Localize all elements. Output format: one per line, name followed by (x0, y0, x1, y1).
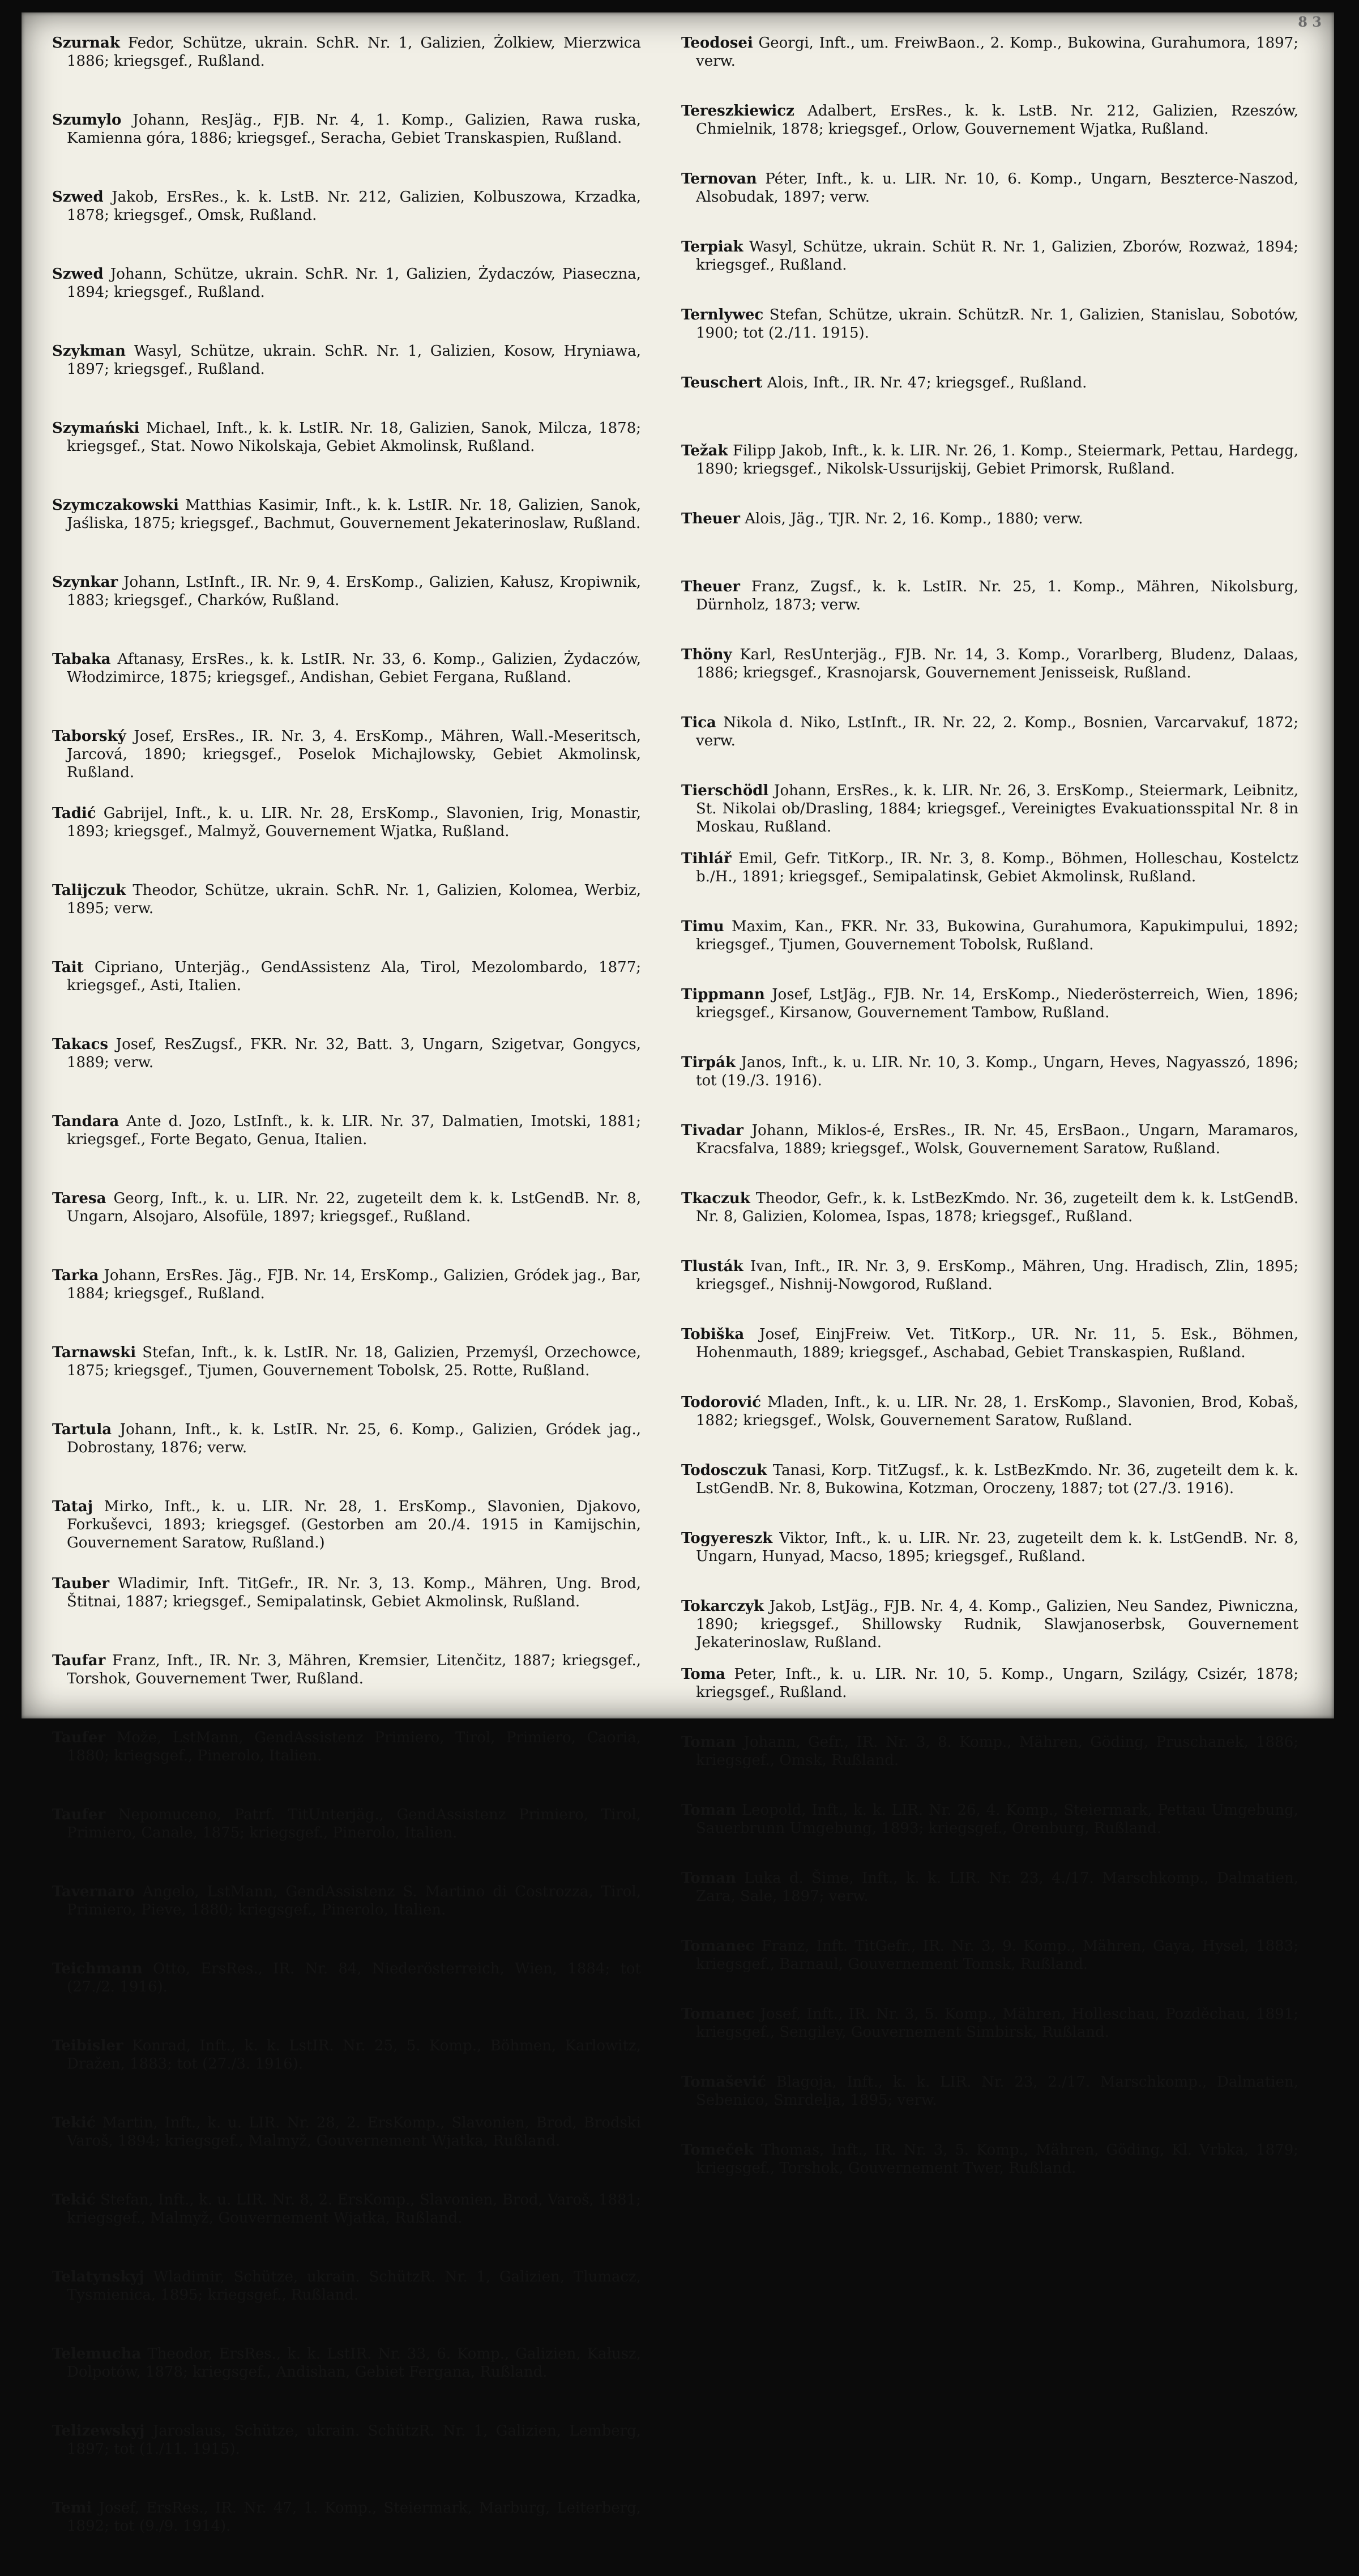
entry-surname: Tauber (52, 1575, 110, 1592)
register-entry (52, 1729, 641, 1806)
entry-surname: Tkaczuk (681, 1190, 750, 1207)
register-entry (52, 881, 641, 958)
entry-surname: Tadić (52, 805, 96, 822)
register-entry (681, 1257, 1298, 1325)
entry-surname: Tivadar (681, 1122, 743, 1139)
entry-surname: Teodosei (681, 35, 753, 52)
entry-details: Stefan, Schütze, ukrain. SchützR. Nr. 1, Galizien, Stanislau, Sobotów, 1900; tot (2./11. 1915). (696, 306, 1298, 342)
entry-surname: Tekić (52, 2191, 96, 2208)
entry-details: Péter, Inft., k. u. LIR. Nr. 10, 6. Komp., Ungarn, Beszterce-Naszod, Alsobudak, 1897; verw. (696, 170, 1298, 206)
entry-details: Josef, Inft., IR. Nr. 3, 5. Komp., Mähren, Holleschau, Pozděchau, 1891; kriegsgef., Sengiley, Gouvernement Simbirsk, Rußland. (696, 2006, 1299, 2041)
entry-details: Jakob, LstJäg., FJB. Nr. 4, 4. Komp., Galizien, Neu Sandez, Piwniczna, 1890; kriegsgef., Shillowsky Rudnik, Slawjanoserbsk, Gouvernement Jekaterinoslaw, Rußland. (696, 1598, 1298, 1651)
register-entry (681, 374, 1298, 442)
entry-surname: Telatynskyj (52, 2268, 144, 2285)
register-entry (681, 34, 1298, 102)
register-entry (681, 1461, 1298, 1529)
register-entry (681, 1937, 1298, 2005)
entry-details: Josef, EinjFreiw. Vet. TitKorp., UR. Nr. 11, 5. Esk., Böhmen, Hohenmauth, 1889; kriegsgef., Aschabad, Gebiet Transkaspien, Rußland. (696, 1326, 1298, 1361)
entry-surname: Tait (52, 959, 84, 976)
entry-surname: Tica (681, 714, 716, 731)
entry-surname: Teichmann (52, 1960, 143, 1977)
entry-details: Filipp Jakob, Inft., k. k. LIR. Nr. 26, 1. Komp., Steiermark, Pettau, Hardegg, 1890; kriegsgef., Nikolsk-Ussurijskij, Gebiet Primorsk, Rußland. (696, 442, 1298, 477)
entry-surname: Tekić (52, 2114, 96, 2131)
register-entry (681, 1529, 1298, 1597)
register-entry (52, 111, 641, 188)
register-entry (52, 1344, 641, 1421)
entry-details: Johann, ResJäg., FJB. Nr. 4, 1. Komp., Galizien, Rawa ruska, Kamienna góra, 1886; kriegsgef., Seracha, Gebiet Transkaspien, Rußland. (67, 112, 641, 147)
entry-details: Josef, ErsRes., IR. Nr. 47, 1. Komp., Steiermark, Marburg, Leiterberg, 1892; tot (9./9. 1914). (67, 2500, 641, 2535)
entry-surname: Timu (681, 918, 724, 935)
entry-surname: Terpiak (681, 238, 743, 255)
entry-details: Jakob, ErsRes., k. k. LstB. Nr. 212, Galizien, Kolbuszowa, Krzadka, 1878; kriegsgef., Omsk, Rußland. (67, 189, 641, 224)
entry-details: Emil, Gefr. TitKorp., IR. Nr. 3, 8. Komp., Böhmen, Holleschau, Kostelctz b./H., 1891; kriegsgef., Semipalatinsk, Gebiet Akmolinsk, Rußland. (696, 850, 1298, 885)
entry-surname: Tabaka (52, 651, 111, 668)
register-entry (52, 34, 641, 111)
page-corner-mark: 8 3 (1298, 14, 1322, 30)
entry-details: Johann, Gefr., IR. Nr. 3, 8. Komp., Mähren, Göding, Pruschanek, 1886; kriegsgef., Omsk, Rußland. (696, 1734, 1299, 1769)
left-column (52, 34, 641, 2576)
entry-surname: Taufer (52, 1729, 106, 1746)
entry-details: Georgi, Inft., um. FreiwBaon., 2. Komp., Bukowina, Gurahumora, 1897; verw. (696, 35, 1298, 70)
register-entry (52, 188, 641, 265)
entry-surname: Taufer (52, 1806, 106, 1823)
entry-surname: Tippmann (681, 986, 765, 1003)
entry-surname: Szurnak (52, 35, 120, 52)
entry-details: Alois, Inft., IR. Nr. 47; kriegsgef., Rußland. (767, 374, 1087, 391)
register-entry (52, 1960, 641, 2037)
entry-surname: Theuer (681, 578, 740, 595)
entry-details: Mladen, Inft., k. u. LIR. Nr. 28, 1. ErsKomp., Slavonien, Brod, Kobaš, 1882; kriegsgef., Wolsk, Gouvernement Saratow, Rußland. (696, 1394, 1299, 1429)
entry-details: Theodor, Gefr., k. k. LstBezKmdo. Nr. 36, zugeteilt dem k. k. LstGendB. Nr. 8, Galizien, Kolomea, Ispas, 1878; kriegsgef., Rußland. (696, 1190, 1299, 1225)
entry-surname: Telizewskyj (52, 2423, 145, 2439)
entry-details: Josef, ErsRes., IR. Nr. 3, 4. ErsKomp., Mähren, Wall.-Meseritsch, Jarcová, 1890; kriegsgef., Poselok Michajlowsky, Gebiet Akmolinsk, Rußland. (67, 728, 642, 781)
register-entry (52, 2499, 641, 2576)
entry-details: Ivan, Inft., IR. Nr. 3, 9. ErsKomp., Mähren, Ung. Hradisch, Zlin, 1895; kriegsgef., Nishnij-Nowgorod, Rußland. (696, 1258, 1299, 1293)
entry-details: Johann, Miklos-é, ErsRes., IR. Nr. 45, ErsBaon., Ungarn, Maramaros, Kracsfalva, 1889; kriegsgef., Wolsk, Gouvernement Saratow, Rußland. (696, 1122, 1298, 1157)
register-entry (681, 850, 1298, 918)
entry-surname: Tomanec (681, 2006, 755, 2023)
register-entry (52, 1189, 641, 1266)
entry-surname: Toman (681, 1802, 736, 1819)
register-entry (52, 2345, 641, 2422)
entry-details: Johann, ErsRes., k. k. LIR. Nr. 26, 3. ErsKomp., Steiermark, Leibnitz, St. Nikolai ob/Drasling, 1884; kriegsgef., Vereinigtes Evakuationsspital Nr. 8 in Moskau, Rußland. (696, 782, 1299, 835)
entry-surname: Tataj (52, 1498, 93, 1515)
entry-surname: Taresa (52, 1190, 106, 1207)
entry-surname: Tomašević (681, 2074, 767, 2091)
register-entry (681, 1121, 1298, 1189)
register-entry (52, 342, 641, 419)
register-entry (52, 804, 641, 881)
entry-details: Theodor, ErsRes., k. k. LstIR. Nr. 33, 6. Komp., Galizien, Kałusz, Dolpotów, 1878; kriegsgef., Andishan, Gebiet Fergana, Rußland. (67, 2345, 641, 2381)
register-entry (52, 573, 641, 650)
entry-details: Mirko, Inft., k. u. LIR. Nr. 28, 1. ErsKomp., Slavonien, Djakovo, Forkuševci, 1893; kriegsgef. (Gestorben am 20./4. 1915 in Kamijschin, Gouvernement Saratow, Rußland.) (67, 1498, 641, 1551)
entry-surname: Teibisler (52, 2037, 123, 2054)
register-entry (681, 1869, 1298, 1937)
entry-details: Ante d. Jozo, LstInft., k. k. LIR. Nr. 37, Dalmatien, Imotski, 1881; kriegsgef., Forte Begato, Genua, Italien. (67, 1113, 641, 1148)
register-entry (52, 1266, 641, 1344)
register-entry (681, 918, 1298, 986)
register-entry (52, 1421, 641, 1498)
entry-details: Angelo, LstMann, GendAssistenz S. Martino di Costrozza, Tirol, Primiero, Pieve, 1880; kriegsgef., Pinerolo, Italien. (67, 1883, 642, 1918)
entry-surname: Ternlywec (681, 306, 764, 323)
document-page (22, 12, 1334, 2535)
register-entry (52, 1112, 641, 1189)
entry-surname: Tihlář (681, 850, 732, 867)
register-entry (681, 1393, 1298, 1461)
entry-surname: Tlusták (681, 1258, 743, 1275)
entry-details: Jaroslaus, Schütze, ukrain. SchützR. Nr. 1, Galizien, Lemberg, 1897; tot (1./11. 1915). (67, 2423, 642, 2458)
entry-surname: Teuschert (681, 374, 763, 391)
register-entry (681, 782, 1298, 850)
entry-details: Luka d. Šime, Inft., k. k. LIR. Nr. 23, 4./17. Marschkomp., Dalmatien, Zara, Sale, 1897; verw. (696, 1870, 1298, 1905)
entry-details: Alois, Jäg., TJR. Nr. 2, 16. Komp., 1880; verw. (745, 510, 1083, 527)
register-entry (52, 958, 641, 1035)
register-entry (52, 2114, 641, 2191)
register-entry (52, 650, 641, 727)
entry-surname: Tokarczyk (681, 1598, 764, 1615)
entry-details: Thomas, Inft., IR. Nr. 3, 5. Komp., Mähren, Göding, Kl. Vrbka, 1879; kriegsgef., Torshok, Gouvernement Twer, Rußland. (696, 2142, 1298, 2177)
entry-surname: Todosczuk (681, 1462, 767, 1479)
register-entry (681, 442, 1298, 510)
register-entry (681, 2141, 1298, 2209)
entry-surname: Szumylo (52, 112, 122, 129)
register-entry (681, 2073, 1298, 2141)
entry-details: Janos, Inft., k. u. LIR. Nr. 10, 3. Komp., Ungarn, Heves, Nagyasszó, 1896; tot (19./3. 1916). (696, 1054, 1299, 1089)
entry-surname: Telemucha (52, 2345, 142, 2362)
entry-surname: Tomeček (681, 2142, 754, 2159)
entry-surname: Tobiška (681, 1326, 745, 1343)
entry-details: Stefan, Inft., k. u. LIR. Nr. 8, 2. ErsKomp., Slavonien, Brod, Varoš, 1881; kriegsgef., Malmyž, Gouvernement Wjatka, Rußland. (67, 2191, 642, 2227)
entry-details: Wasyl, Schütze, ukrain. SchR. Nr. 1, Galizien, Kosow, Hryniawa, 1897; kriegsgef., Rußland. (67, 343, 641, 378)
entry-surname: Tandara (52, 1113, 119, 1130)
register-entry (52, 2191, 641, 2268)
register-entry (52, 1575, 641, 1652)
entry-details: Matthias Kasimir, Inft., k. k. LstIR. Nr. 18, Galizien, Sanok, Jaśliska, 1875; kriegsgef., Bachmut, Gouvernement Jekaterinoslaw, Rußland. (67, 497, 642, 532)
entry-details: Peter, Inft., k. u. LIR. Nr. 10, 5. Komp., Ungarn, Szilágy, Csizér, 1878; kriegsgef., Rußland. (696, 1666, 1298, 1701)
register-entry (681, 1733, 1298, 1801)
entry-details: Wasyl, Schütze, ukrain. Schüt R. Nr. 1, Galizien, Zborów, Rozważ, 1894; kriegsgef., Rußland. (696, 238, 1299, 274)
entry-details: Otto, ErsRes., IR. Nr. 84, Niederösterreich, Wien, 1884; tot (27./2. 1916). (67, 1960, 641, 1995)
register-entry (681, 170, 1298, 238)
entry-surname: Todorović (681, 1394, 762, 1411)
entry-details: Aftanasy, ErsRes., k. k. LstIR. Nr. 33, 6. Komp., Galizien, Żydaczów, Włodzimirce, 1875; kriegsgef., Andishan, Gebiet Fergana, Rußland. (67, 651, 642, 686)
entry-details: Može, LstMann, GendAssistenz Primiero, Tirol, Primiero, Caoria, 1880; kriegsgef., Pinerolo, Italien. (67, 1729, 641, 1764)
entry-surname: Taufar (52, 1652, 106, 1669)
entry-surname: Toma (681, 1666, 726, 1683)
register-entry (681, 986, 1298, 1054)
entry-details: Konrad, Inft., k. k. LstIR. Nr. 25, 5. Komp., Böhmen, Karlowitz, Dražen, 1883; tot (27./3. 1916). (67, 2037, 641, 2072)
entry-surname: Szwed (52, 266, 104, 283)
entry-surname: Szymański (52, 420, 140, 437)
register-entry (52, 1652, 641, 1729)
entry-details: Franz, Inft., IR. Nr. 3, Mähren, Kremsier, Litenčitz, 1887; kriegsgef., Torshok, Gouvernement Twer, Rußland. (67, 1652, 642, 1687)
entry-surname: Tierschödl (681, 782, 769, 799)
register-entry (681, 578, 1298, 646)
entry-details: Johann, Schütze, ukrain. SchR. Nr. 1, Galizien, Żydaczów, Piaseczna, 1894; kriegsgef., Rußland. (67, 266, 641, 301)
register-entry (52, 419, 641, 496)
entry-details: Nikola d. Niko, LstInft., IR. Nr. 22, 2. Komp., Bosnien, Varcarvakuf, 1872; verw. (696, 714, 1299, 749)
entry-details: Leopold, Inft., k. k. LIR. Nr. 26, 4. Komp., Steiermark, Pettau Umgebung, Sauerbrunn Umgebung, 1893; kriegsgef., Orenburg, Rußland. (696, 1802, 1299, 1837)
register-entry (52, 1806, 641, 1883)
entry-details: Viktor, Inft., k. u. LIR. Nr. 23, zugeteilt dem k. k. LstGendB. Nr. 8, Ungarn, Hunyad, Macso, 1895; kriegsgef., Rußland. (696, 1530, 1298, 1565)
entry-details: Michael, Inft., k. k. LstIR. Nr. 18, Galizien, Sanok, Milcza, 1878; kriegsgef., Stat. Nowo Nikolskaja, Gebiet Akmolinsk, Rußland. (67, 420, 641, 455)
entry-surname: Togyereszk (681, 1530, 773, 1547)
entry-details: Franz, Zugsf., k. k. LstIR. Nr. 25, 1. Komp., Mähren, Nikolsburg, Dürnholz, 1873; verw. (696, 578, 1299, 613)
register-entry (681, 646, 1298, 714)
entry-details: Martin, Inft., k. u. LIR. Nr. 28, 2. ErsKomp., Slavonien, Brod, Brodski Varoš, 1894; kriegsgef., Malmyž, Gouvernement Wjatka, Rußland. (67, 2114, 642, 2149)
entry-surname: Talijczuk (52, 882, 126, 899)
register-entry (681, 1189, 1298, 1257)
register-entry (681, 714, 1298, 782)
entry-surname: Theuer (681, 510, 740, 527)
entry-details: Johann, LstInft., IR. Nr. 9, 4. ErsKomp., Galizien, Kałusz, Kropiwnik, 1883; kriegsgef., Charków, Rußland. (67, 574, 641, 609)
register-entry (681, 102, 1298, 170)
register-entry (52, 496, 641, 573)
entry-details: Johann, ErsRes. Jäg., FJB. Nr. 14, ErsKomp., Galizien, Gródek jag., Bar, 1884; kriegsgef., Rußland. (67, 1267, 641, 1302)
entry-surname: Tarka (52, 1267, 99, 1284)
register-entry (52, 1035, 641, 1112)
entry-surname: Tarnawski (52, 1344, 136, 1361)
entry-surname: Težak (681, 442, 728, 459)
entry-surname: Taborský (52, 728, 126, 745)
entry-details: Fedor, Schütze, ukrain. SchR. Nr. 1, Galizien, Żolkiew, Mierzwica 1886; kriegsgef., Rußland. (67, 35, 641, 70)
entry-details: Johann, Inft., k. k. LstIR. Nr. 25, 6. Komp., Galizien, Gródek jag., Dobrostany, 1876; verw. (67, 1421, 641, 1456)
register-entry (681, 238, 1298, 306)
entry-surname: Szymczakowski (52, 497, 179, 514)
entry-details: Theodor, Schütze, ukrain. SchR. Nr. 1, Galizien, Kolomea, Werbiz, 1895; verw. (67, 882, 642, 917)
register-entry (52, 1883, 641, 1960)
entry-surname: Tavernaro (52, 1883, 135, 1900)
entry-surname: Tomanec (681, 1938, 755, 1955)
entry-details: Adalbert, ErsRes., k. k. LstB. Nr. 212, Galizien, Rzeszów, Chmielnik, 1878; kriegsgef., Orlow, Gouvernement Wjatka, Rußland. (696, 103, 1298, 138)
register-entry (52, 265, 641, 342)
entry-details: Nepomuceno, Patrf. TitUnterjäg., GendAssistenz Primiero, Tirol, Primiero, Canale, 1875; kriegsgef., Pinerolo, Italien. (67, 1806, 642, 1841)
register-entry (681, 1597, 1298, 1665)
entry-surname: Tirpák (681, 1054, 736, 1071)
entry-surname: Toman (681, 1870, 736, 1887)
register-entry (52, 727, 641, 804)
entry-details: Wladimir, Schütze, ukrain. SchützR. Nr. 1, Galizien, Tlumacz, Tysmienica, 1895; kriegsgef., Rußland. (67, 2268, 642, 2304)
entry-details: Cipriano, Unterjäg., GendAssistenz Ala, Tirol, Mezolombardo, 1877; kriegsgef., Asti, Italien. (67, 959, 642, 994)
entry-surname: Tartula (52, 1421, 112, 1438)
entry-surname: Toman (681, 1734, 736, 1751)
register-entry (681, 1665, 1298, 1733)
right-column (681, 34, 1298, 2209)
entry-details: Gabrijel, Inft., k. u. LIR. Nr. 28, ErsKomp., Slavonien, Irig, Monastir, 1893; kriegsgef., Malmyž, Gouvernement Wjatka, Rußland. (67, 805, 642, 840)
register-entry (681, 306, 1298, 374)
entry-details: Franz, Inft. TitGefr., IR. Nr. 3, 9. Komp., Mähren, Gaya, Hysel, 1883; kriegsgef., Barnaul, Gouvernement Tomsk, Rußland. (696, 1938, 1298, 1973)
register-entry (681, 1801, 1298, 1869)
register-entry (52, 2037, 641, 2114)
entry-surname: Thöny (681, 646, 732, 663)
register-entry (52, 1498, 641, 1575)
entry-details: Wladimir, Inft. TitGefr., IR. Nr. 3, 13. Komp., Mähren, Ung. Brod, Štitnai, 1887; kriegsgef., Semipalatinsk, Gebiet Akmolinsk, Rußland. (67, 1575, 641, 1610)
entry-surname: Temi (52, 2500, 92, 2517)
register-entry (52, 2422, 641, 2499)
register-entry (681, 510, 1298, 578)
entry-details: Georg, Inft., k. u. LIR. Nr. 22, zugeteilt dem k. k. LstGendB. Nr. 8, Ungarn, Alsojaro, Alsofüle, 1897; kriegsgef., Rußland. (67, 1190, 641, 1225)
register-entry (681, 2005, 1298, 2073)
register-entry (681, 1325, 1298, 1393)
entry-details: Tanasi, Korp. TitZugsf., k. k. LstBezKmdo. Nr. 36, zugeteilt dem k. k. LstGendB. Nr. 8, Bukowina, Kotzman, Oroczeny, 1887; tot (27./3. 1916). (696, 1462, 1299, 1497)
entry-details: Blagoja, Inft., k. k. LIR. Nr. 23, 2./17. Marschkomp., Dalmatien, Sebenico, Smrdelja, 1895; verw. (696, 2074, 1299, 2109)
entry-details: Karl, ResUnterjäg., FJB. Nr. 14, 3. Komp., Vorarlberg, Bludenz, Dalaas, 1886; kriegsgef., Krasnojarsk, Gouvernement Jenisseisk, Rußland. (696, 646, 1298, 681)
entry-surname: Szwed (52, 189, 104, 206)
register-entry (52, 2268, 641, 2345)
entry-surname: Tereszkiewicz (681, 103, 794, 120)
entry-surname: Takacs (52, 1036, 109, 1053)
entry-surname: Ternovan (681, 170, 757, 187)
entry-details: Josef, ResZugsf., FKR. Nr. 32, Batt. 3, Ungarn, Szigetvar, Gongycs, 1889; verw. (67, 1036, 642, 1071)
entry-details: Maxim, Kan., FKR. Nr. 33, Bukowina, Gurahumora, Kapukimpului, 1892; kriegsgef., Tjumen, Gouvernement Tobolsk, Rußland. (696, 918, 1299, 953)
entry-details: Stefan, Inft., k. k. LstIR. Nr. 18, Galizien, Przemyśl, Orzechowce, 1875; kriegsgef., Tjumen, Gouvernement Tobolsk, 25. Rotte, Rußland. (67, 1344, 641, 1379)
register-entry (681, 1054, 1298, 1121)
entry-surname: Szykman (52, 343, 126, 360)
entry-details: Josef, LstJäg., FJB. Nr. 14, ErsKomp., Niederösterreich, Wien, 1896; kriegsgef., Kirsanow, Gouvernement Tambow, Rußland. (696, 986, 1299, 1021)
entry-surname: Szynkar (52, 574, 118, 591)
